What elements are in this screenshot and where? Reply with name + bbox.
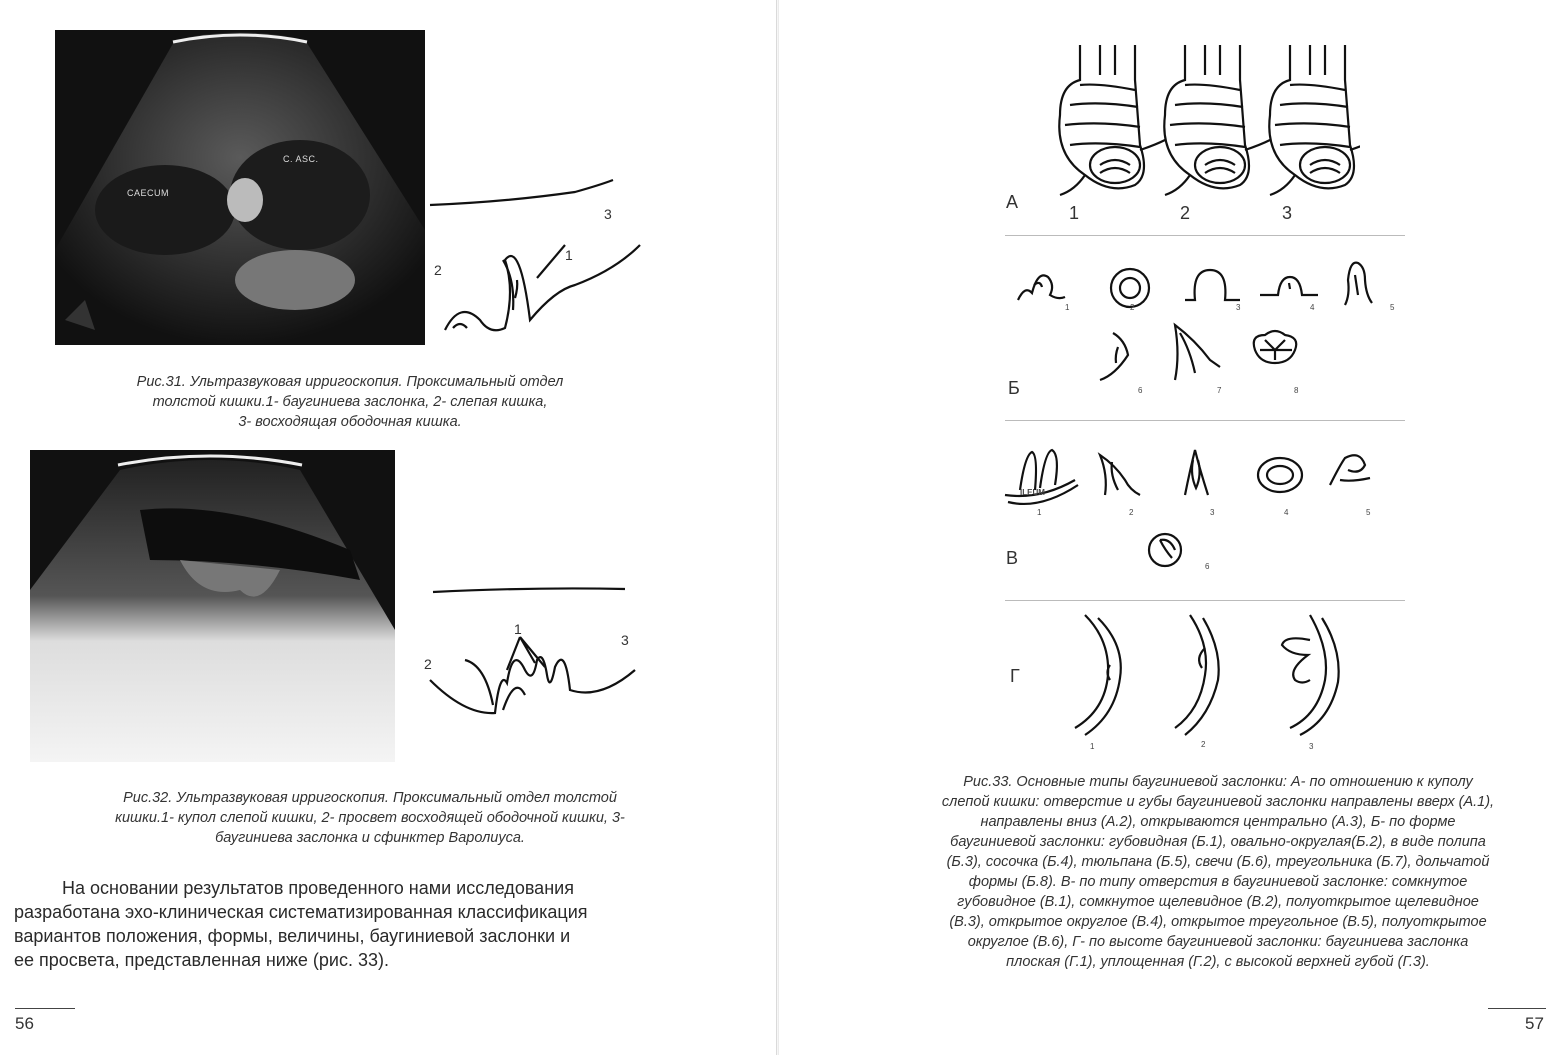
- colon-drawings-row-a: [1040, 35, 1360, 200]
- fig31-label-1: 1: [565, 247, 573, 263]
- fig33-caption-line: губовидное (В.1), сомкнутое щелевидное (В.2), полуоткрытое щелевидное: [957, 894, 1479, 910]
- fig33-caption-line: направлены вниз (А.2), открываются центрально (А.3), Б- по форме: [980, 814, 1456, 830]
- page-number: 57: [1525, 1014, 1544, 1033]
- body-paragraph: [14, 876, 694, 972]
- row-v-letter: В: [1006, 548, 1019, 568]
- row-v-num-6: 6: [1205, 562, 1210, 571]
- fig33-caption: [888, 772, 1548, 972]
- row-b-num-7: 7: [1217, 386, 1222, 395]
- row-b-letter: Б: [1008, 378, 1020, 398]
- row-a-letter: А: [1006, 192, 1019, 212]
- row-v-num-3: 3: [1210, 508, 1215, 517]
- row-g-num-1: 1: [1090, 742, 1095, 751]
- valve-shapes-row-v: [1000, 440, 1380, 575]
- fig32-label-1: 1: [514, 621, 522, 637]
- row-a-num-1: 1: [1069, 203, 1080, 223]
- left-page: [0, 0, 775, 1055]
- page-number-rule: [15, 1008, 75, 1009]
- body-line: разработана эхо-клиническая систематизированная классификация: [14, 902, 588, 922]
- ultrasound-image-fig31: [55, 30, 425, 345]
- caecum-label: CAECUM: [127, 188, 170, 198]
- fig33-caption-line: баугиниевой заслонки: губовидная (Б.1), овально-округлая(Б.2), в виде полипа: [950, 834, 1486, 850]
- row-g-num-2: 2: [1201, 740, 1206, 749]
- fig33-caption-line: формы (Б.8). В- по типу отверстия в баугиниевой заслонке: сомкнутое: [968, 874, 1468, 890]
- body-line: На основании результатов проведенного нами исследования: [62, 878, 574, 898]
- ultrasound-image-fig32: [30, 450, 395, 762]
- body-line: вариантов положения, формы, величины, баугиниевой заслонки и: [14, 926, 571, 946]
- body-line: ее просвета, представленная ниже (рис. 33).: [14, 950, 389, 970]
- fig33-caption-line: (Б.3), сосочка (Б.4), тюльпана (Б.5), свечи (Б.6), треугольника (Б.7), дольчатой: [946, 854, 1490, 870]
- row-v-num-4: 4: [1284, 508, 1289, 517]
- fig31-label-2: 2: [434, 262, 442, 278]
- row-b-num-2: 2: [1130, 303, 1135, 312]
- fig31-caption-line: толстой кишки.1- баугиниева заслонка, 2- слепая кишка,: [152, 394, 548, 410]
- row-a-num-2: 2: [1180, 203, 1191, 223]
- row-b-num-4: 4: [1310, 303, 1315, 312]
- fig32-label-3: 3: [621, 632, 629, 648]
- page-number: 56: [15, 1014, 34, 1033]
- section-divider: [1005, 600, 1405, 601]
- right-page: [780, 0, 1560, 1055]
- row-v-num-2: 2: [1129, 508, 1134, 517]
- book-gutter: [776, 0, 779, 1055]
- fig33-caption-line: слепой кишки: отверстие и губы баугиниевой заслонки направлены вверх (А.1),: [941, 794, 1495, 810]
- row-b-num-8: 8: [1294, 386, 1299, 395]
- valve-shapes-row-g: [1070, 610, 1350, 740]
- schematic-fig31: [425, 170, 655, 350]
- fig32-caption: [50, 788, 690, 848]
- c-asc-label: C. ASC.: [283, 154, 319, 164]
- page-number-rule: [1488, 1008, 1546, 1009]
- fig33-caption-line: (В.3), открытое округлое (В.4), открытое треугольное (В.5), полуоткрытое: [949, 914, 1487, 930]
- row-b-num-5: 5: [1390, 303, 1395, 312]
- fig32-caption-line: Рис.32. Ультразвуковая ирригоскопия. Проксимальный отдел толстой: [123, 790, 617, 806]
- fig31-caption-line: 3- восходящая ободочная кишка.: [238, 414, 462, 430]
- row-a-num-3: 3: [1282, 203, 1293, 223]
- schematic-fig32: [425, 575, 655, 725]
- row-b-num-1: 1: [1065, 303, 1070, 312]
- ileum-label: ILEUM: [1020, 488, 1045, 497]
- valve-shapes-row-b: [1010, 255, 1390, 390]
- row-g-letter: Г: [1010, 666, 1020, 686]
- fig31-label-3: 3: [604, 206, 612, 222]
- section-divider: [1005, 420, 1405, 421]
- fig31-caption: [60, 372, 640, 432]
- section-divider: [1005, 235, 1405, 236]
- fig32-caption-line: кишки.1- купол слепой кишки, 2- просвет восходящей ободочной кишки, 3-: [115, 810, 625, 826]
- fig33-caption-line: округлое (В.6), Г- по высоте баугиниевой заслонки: баугиниева заслонка: [967, 934, 1469, 950]
- fig32-caption-line: баугиниева заслонка и сфинктер Варолиуса.: [215, 830, 525, 846]
- row-g-num-3: 3: [1309, 742, 1314, 751]
- row-b-num-3: 3: [1236, 303, 1241, 312]
- fig31-caption-line: Рис.31. Ультразвуковая ирригоскопия. Проксимальный отдел: [136, 374, 564, 390]
- row-b-num-6: 6: [1138, 386, 1143, 395]
- row-v-num-1: 1: [1037, 508, 1042, 517]
- row-v-num-5: 5: [1366, 508, 1371, 517]
- fig33-caption-line: Рис.33. Основные типы баугиниевой заслонки: А- по отношению к куполу: [963, 774, 1473, 790]
- fig33-caption-line: плоская (Г.1), уплощенная (Г.2), с высокой верхней губой (Г.3).: [1006, 954, 1430, 970]
- fig32-label-2: 2: [424, 656, 432, 672]
